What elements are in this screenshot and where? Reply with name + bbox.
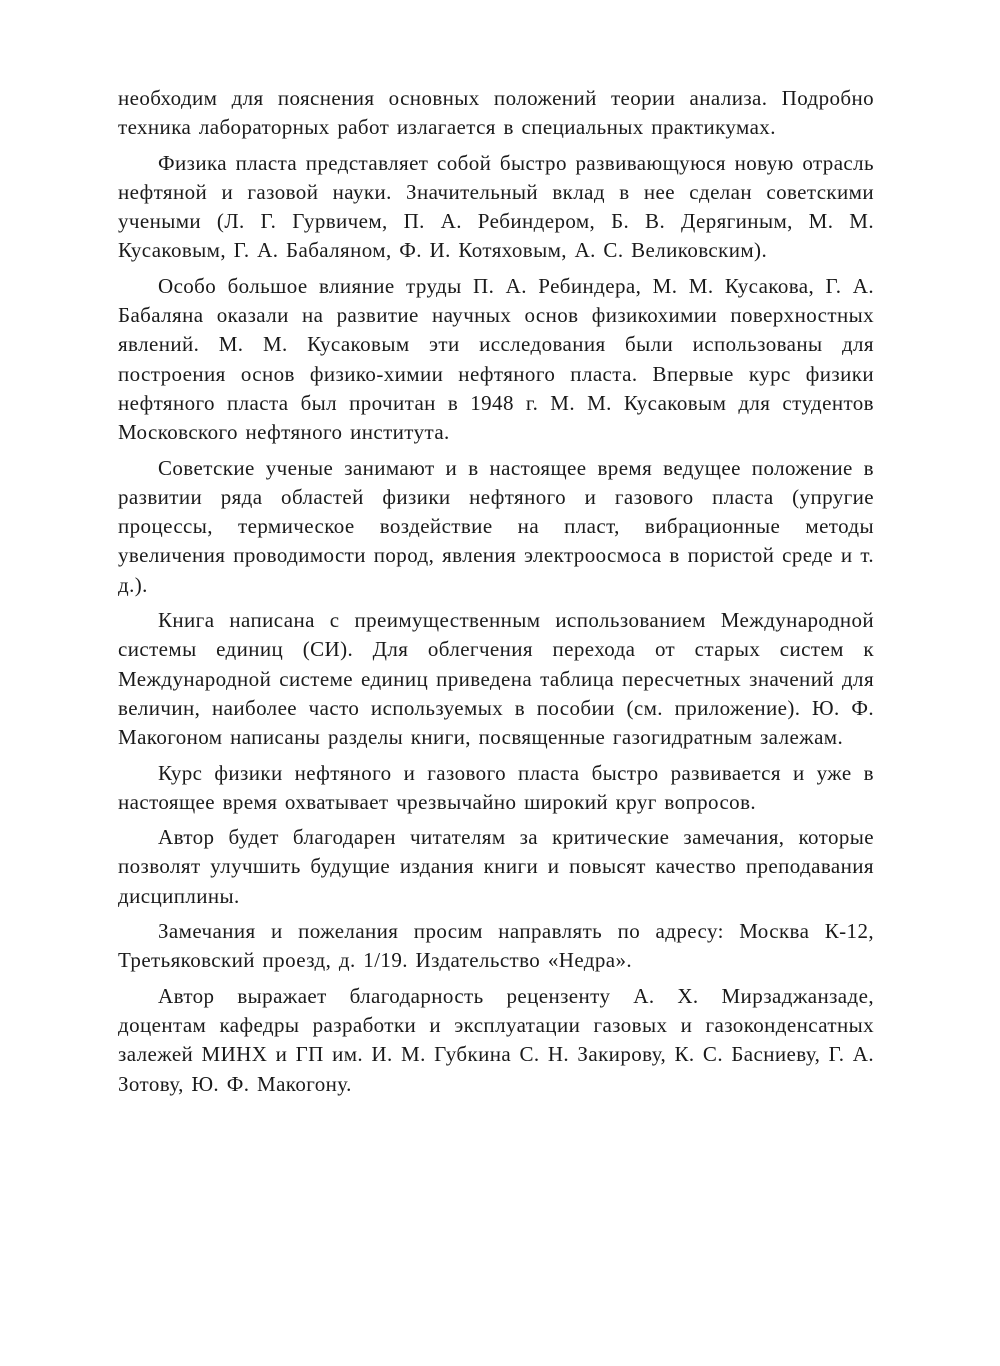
paragraph-continuation: необходим для пояснения основных положений теории анализа. Подробно техника лабораторных работ излагается в специальных практикумах. [118,86,874,140]
paragraph-reservoir-physics: Физика пласта представляет собой быстро развивающуюся новую отрасль нефтяной и газовой науки. Значительный вклад в нее сделан советскими учеными (Л. Г. Гурвичем, П. А. Ребиндером, Б. В. Дерягиным, М. М. Кусаковым, Г. А. Бабаляном, Ф. И. Котяховым, А. С. Великовским). [118,150,874,263]
paragraph-course-development: Курс физики нефтяного и газового пласта быстро развивается и уже в настоящее время охватывает чрезвычайно широкий круг вопросов. [118,760,874,814]
paragraph-soviet-scientists: Советские ученые занимают и в настоящее время ведущее положение в развитии ряда областей физики нефтяного и газового пласта (упругие процессы, термическое воздействие на пласт, вибрационные методы увеличения проводимости пород, явления электроосмоса в пористой среде и т. д.). [118,455,874,597]
document-page [118,84,874,1105]
paragraph-influence: Особо большое влияние труды П. А. Ребиндера, М. М. Кусакова, Г. А. Бабаляна оказали на развитие научных основ физикохимии поверхностных явлений. М. М. Кусаковым эти исследования были использованы для построения основ физико-химии нефтяного пласта. Впервые курс физики нефтяного пласта был прочитан в 1948 г. М. М. Кусаковым для студентов Московского нефтяного института. [118,273,874,445]
paragraph-feedback: Автор будет благодарен читателям за критические замечания, которые позволят улучшить будущие издания книги и повысят качество преподавания дисциплины. [118,825,874,908]
paragraph-acknowledgements: Автор выражает благодарность рецензенту А. Х. Мирзаджанзаде, доцентам кафедры разработки и эксплуатации газовых и газоконденсатных залежей МИНХ и ГП им. И. М. Губкина С. Н. Закирову, К. С. Басниеву, Г. А. Зотову, Ю. Ф. Макогону. [118,983,874,1096]
paragraph-address: Замечания и пожелания просим направлять по адресу: Москва К-12, Третьяковский проезд, д. 1/19. Издательство «Недра». [118,919,874,973]
paragraph-si-units: Книга написана с преимущественным использованием Международной системы единиц (СИ). Для облегчения перехода от старых систем к Международной системе единиц приведена таблица пересчетных значений для величин, наиболее часто используемых в пособии (см. приложение). Ю. Ф. Макогоном написаны разделы книги, посвященные газогидратным залежам. [118,608,874,750]
